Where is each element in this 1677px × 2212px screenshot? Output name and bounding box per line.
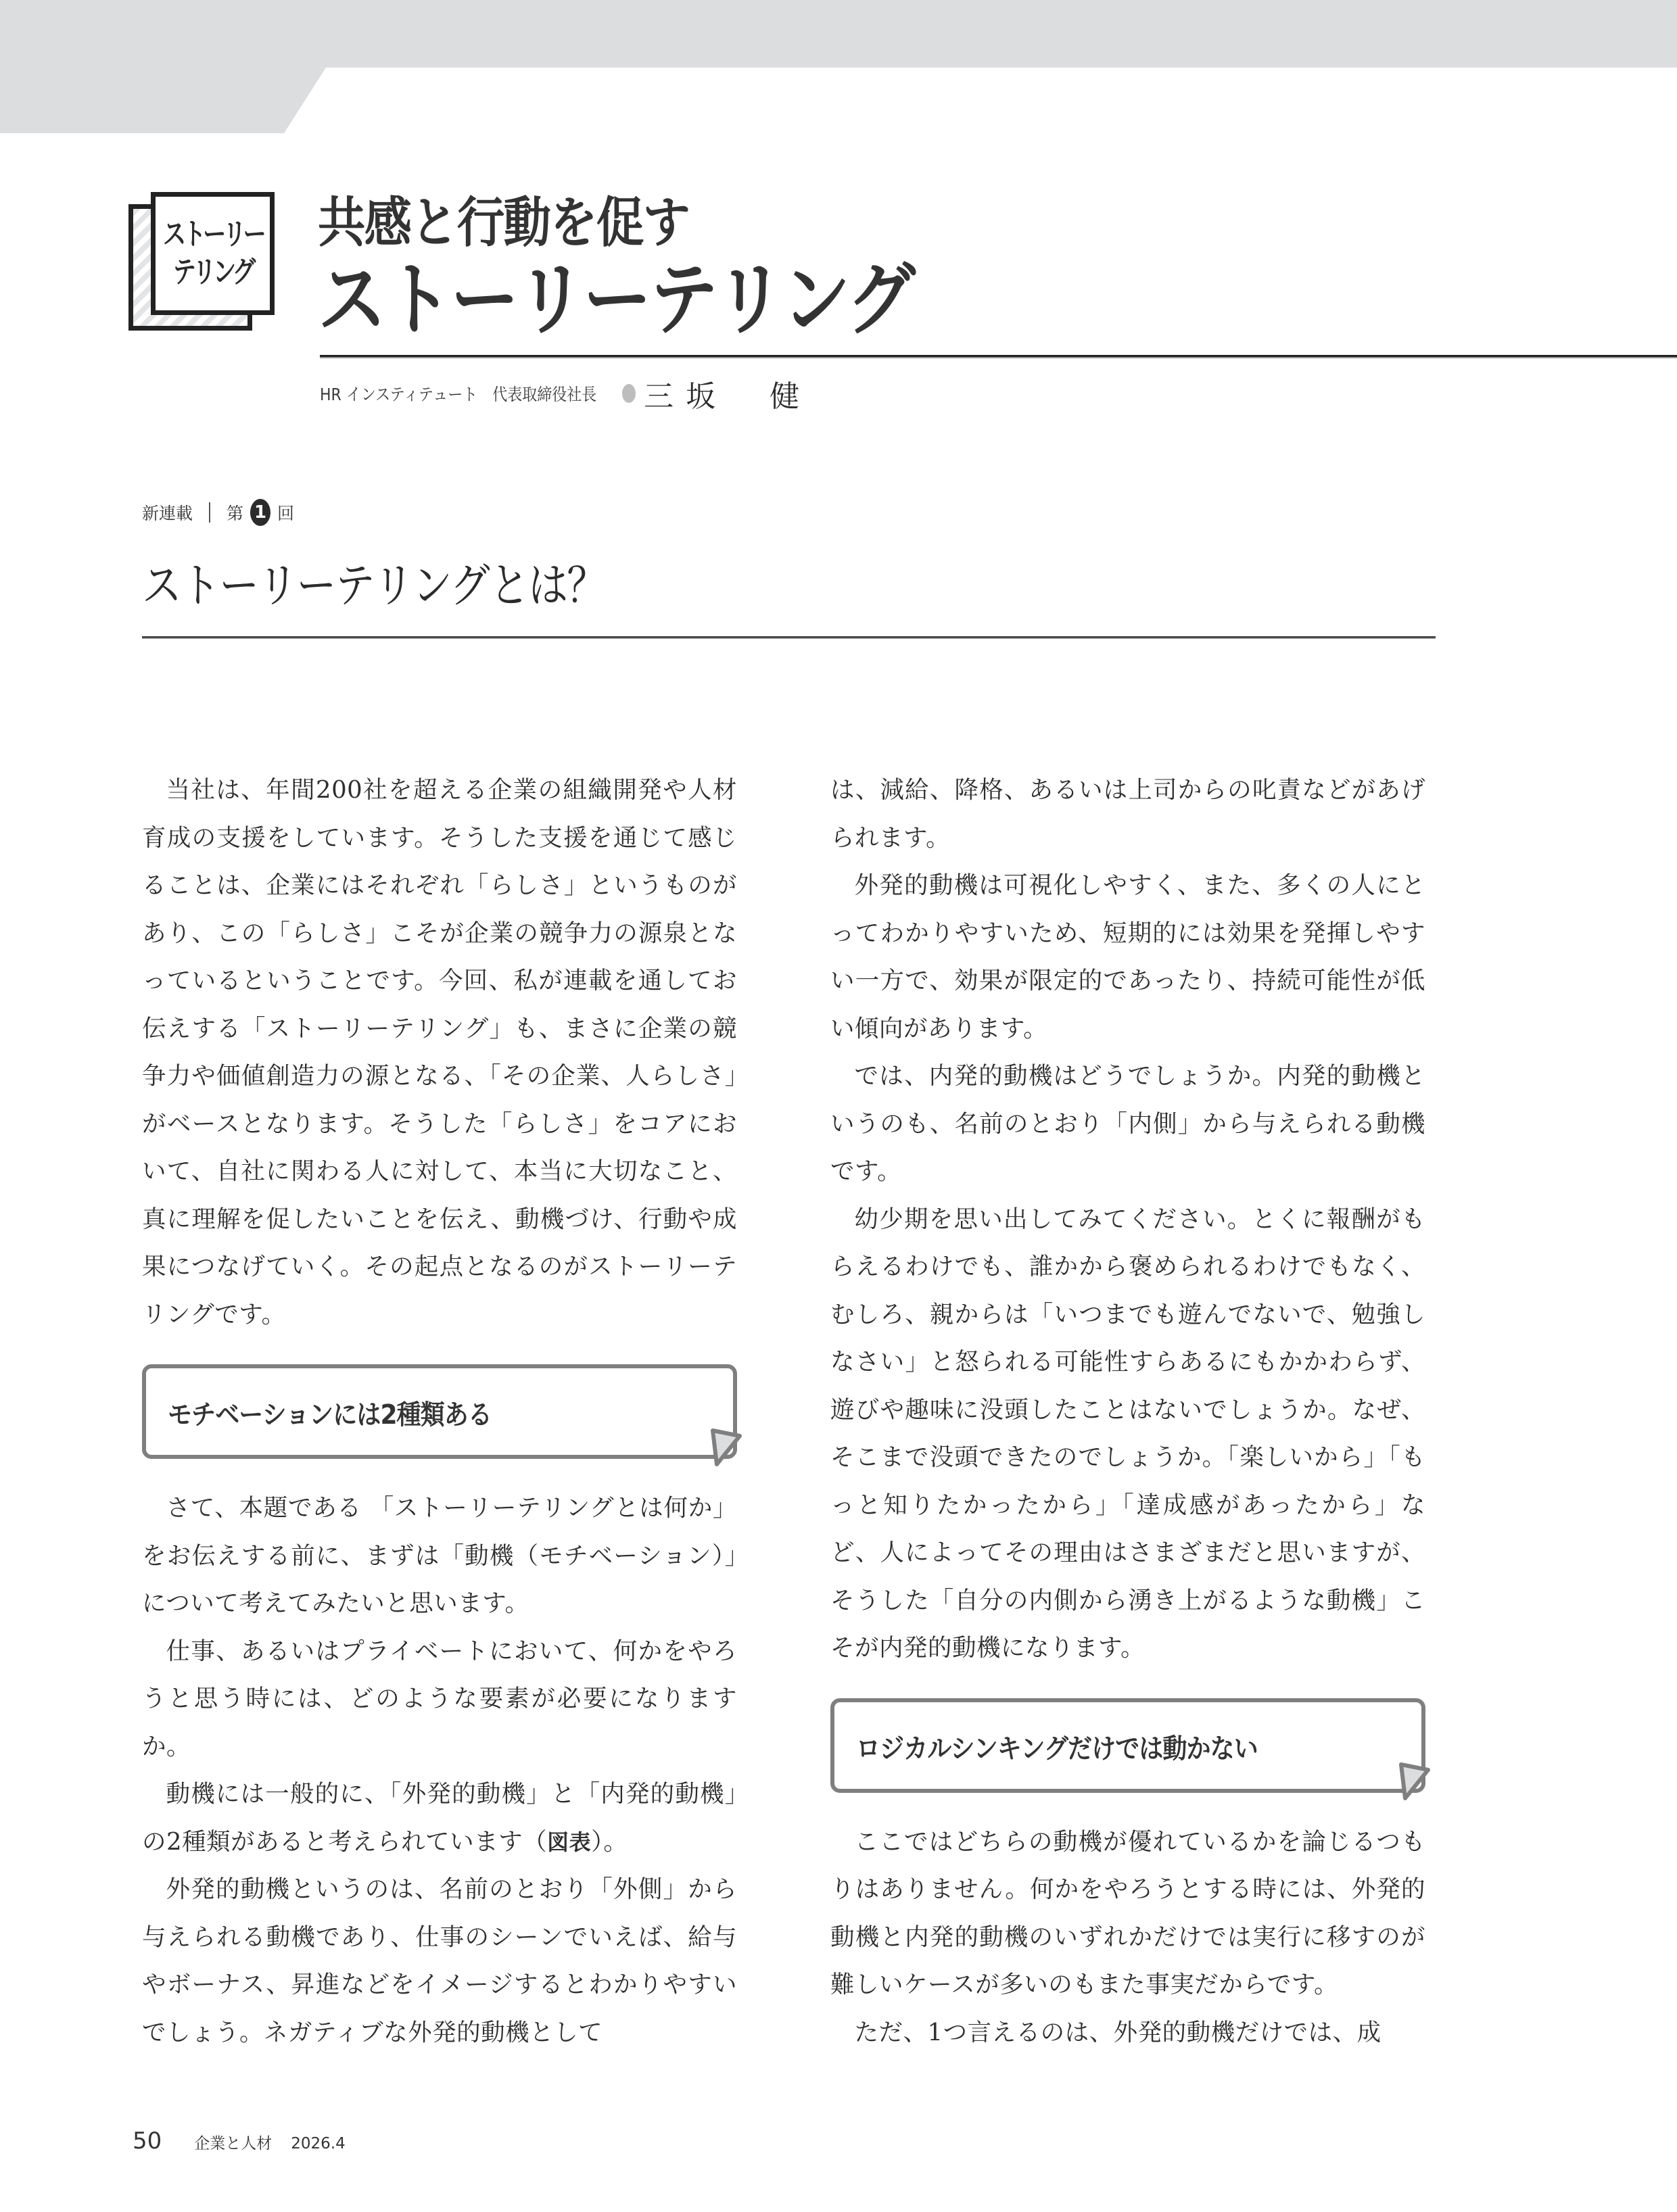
subheading-label: ロジカルシンキングだけでは動かない [856, 1733, 1258, 1764]
series-label [142, 499, 294, 526]
subheading-box [830, 1698, 1425, 1796]
article-title [318, 191, 1010, 346]
body-column-right [830, 767, 1425, 2057]
paragraph-with-figure-ref [142, 1771, 737, 1866]
paragraph: 仕事、あるいはプライベートにおいて、何かをやろうと思う時には、どのような要素が必要になりますか。 [142, 1637, 737, 1760]
badge-label [151, 192, 275, 315]
byline [320, 372, 811, 415]
body-column-left [142, 767, 737, 2057]
paragraph: さて、本題である 「ストーリーテリングとは何か」をお伝えする前に、まずは「動機（モチベーション）」について考えてみたいと思います。 [142, 1494, 737, 1617]
page-curl-icon [1397, 1762, 1431, 1801]
paragraph: 外発的動機というのは、名前のとおり「外側」から与えられる動機であり、仕事のシーンでいえば、給与やボーナス、昇進などをイメージするとわかりやすいでしょう。ネガティブな外発的動機として [142, 1875, 737, 2046]
series-suffix: 回 [277, 504, 295, 523]
series-badge [128, 192, 275, 331]
paragraph: 幼少期を思い出してみてください。とくに報酬がもらえるわけでも、誰かから褒められるわけでもなく、むしろ、親からは「いつまでも遊んでないで、勉強しなさい」と怒られる可能性すらあるにもかかわらず、遊びや趣味に没頭したことはないでしょうか。なぜ、そこまで没頭できたのでしょうか。「楽しいから」「もっと知りたかったから」「達成感があったから」など、人によってその理由はさまざまだと思いますが、そうした「自分の内側から湧き上がるような動機」こそが内発的動機になります。 [830, 1205, 1425, 1662]
author-name: 三坂 健 [644, 379, 812, 414]
issue-date: 2026.4 [291, 2135, 346, 2153]
header-band-shape [0, 0, 1677, 133]
title-main: ストーリーテリング [318, 253, 914, 346]
page-number: 50 [133, 2127, 162, 2155]
paragraph: 外発的動機は可視化しやすく、また、多くの人にとってわかりやすいため、短期的には効果を発揮しやすい一方で、効果が限定的であったり、持続可能性が低い傾向があります。 [830, 871, 1425, 1042]
subheading-box [142, 1364, 737, 1462]
page-footer [133, 2127, 346, 2155]
paragraph: ここではどちらの動機が優れているかを論じるつもりはありません。何かをやろうとする時には、外発的動機と内発的動機のいずれかだけでは実行に移すのが難しいケースが多いのもまた事実だからです。 [830, 1827, 1425, 1998]
page-curl-icon [709, 1428, 742, 1467]
series-type: 新連載 [142, 504, 193, 523]
series-prefix: 第 [227, 504, 244, 523]
paragraph: では、内発的動機はどうでしょうか。内発的動機というのも、名前のとおり「内側」から与えられる動機です。 [830, 1062, 1425, 1185]
paragraph: ただ、1つ言えるのは、外発的動機だけでは、成 [854, 2018, 1381, 2046]
title-divider [320, 355, 1677, 358]
author-affiliation: HR インスティテュート 代表取締役社長 [320, 385, 597, 404]
magazine-name: 企業と人材 [194, 2135, 273, 2153]
paragraph: 当社は、年間200社を超える企業の組織開発や人材育成の支援をしています。そうした支援を通じて感じることは、企業にはそれぞれ「らしさ」というものがあり、この「らしさ」こそが企業の競争力の源泉となっているということです。今回、私が連載を通してお伝えする「ストーリーテリング」も、まさに企業の競争力や価値創造力の源となる、「その企業、人らしさ」がベースとなります。そうした「らしさ」をコアにおいて、自社に関わる人に対して、本当に大切なこと、真に理解を促したいことを伝え、動機づけ、行動や成果につなげていく。その起点となるのがストーリーテリングです。 [142, 776, 737, 1328]
header-band [0, 0, 1677, 133]
badge-line-2: テリング [172, 255, 253, 289]
paragraph-continuation: は、減給、降格、あるいは上司からの叱責などがあげられます。 [830, 776, 1425, 852]
episode-number-badge: 1 [250, 499, 270, 526]
section-divider [142, 636, 1436, 639]
figure-reference: 図表 [547, 1829, 592, 1855]
text: 動機には一般的に、「外発的動機」と「内発的動機」の2種類があると考えられています（ [142, 1780, 737, 1856]
text: ）。 [591, 1827, 628, 1856]
badge-line-1: ストーリー [162, 217, 263, 251]
title-kicker: 共感と行動を促す [318, 191, 690, 254]
section-title: ストーリーテリングとは？ [142, 558, 606, 613]
bullet-dot-icon [622, 384, 636, 403]
subheading-label: モチベーションには2種類ある [168, 1399, 492, 1430]
separator [209, 502, 210, 523]
